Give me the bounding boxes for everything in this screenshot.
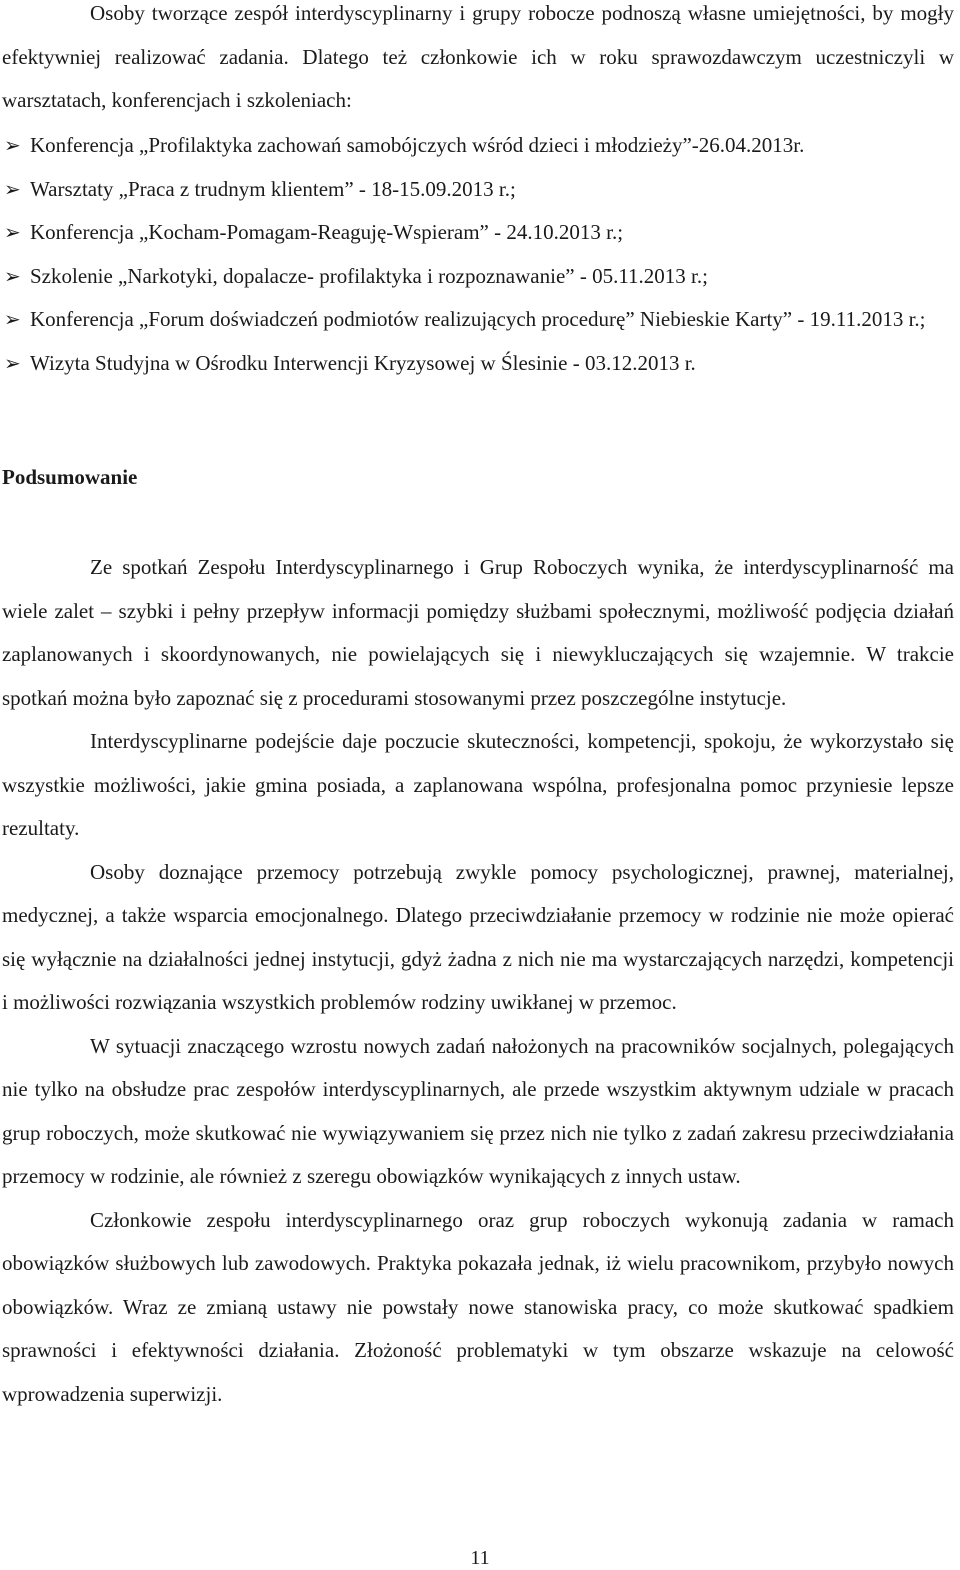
summary-paragraph: Osoby doznające przemocy potrzebują zwykle pomocy psychologicznej, prawnej, materialnej, medycznej, a także wsparcia emocjonalnego. Dlatego przeciwdziałanie przemocy w rodzinie nie może opierać się wyłącznie na działalności jednej instytucji, gdyż żadna z nich nie ma wystarczających narzędzi, kompetencji i możliwości rozwiązania wszystkich problemów rodziny uwikłanej w przemoc. <box>2 859 954 1014</box>
summary-paragraph: Ze spotkań Zespołu Interdyscyplinarnego i Grup Roboczych wynika, że interdyscyplinarność ma wiele zalet – szybki i pełny przepływ informacji pomiędzy służbami społecznymi, możliwość podjęcia działań zaplanowanych i skoordynowanych, nie powielających się i niewykluczających się wzajemnie. W trakcie spotkań można było zapoznać się z procedurami stosowanymi przez poszczególne instytucje. <box>2 555 954 710</box>
event-text: Konferencja „Profilaktyka zachowań samobójczych wśród dzieci i młodzieży”-26.04.2013r. <box>30 133 805 157</box>
arrow-bullet-icon: ➢ <box>4 263 21 288</box>
list-item <box>0 124 956 168</box>
summary-paragraph: Interdyscyplinarne podejście daje poczucie skuteczności, kompetencji, spokoju, że wykorzystało się wszystkie możliwości, jakie gmina posiada, a zaplanowana wspólna, profesjonalna pomoc przyniesie lepsze rezultaty. <box>2 729 954 840</box>
event-text: Szkolenie „Narkotyki, dopalacze- profilaktyka i rozpoznawanie” - 05.11.2013 r.; <box>30 263 708 288</box>
arrow-bullet-icon: ➢ <box>4 133 21 157</box>
event-text: Warsztaty „Praca z trudnym klientem” - 18-15.09.2013 r.; <box>30 176 516 201</box>
page-number: 11 <box>470 1547 490 1569</box>
list-item <box>0 211 956 255</box>
summary-paragraph: W sytuacji znaczącego wzrostu nowych zadań nałożonych na pracowników socjalnych, polegających nie tylko na obsłudze prac zespołów interdyscyplinarnych, ale przede wszystkim aktywnym udziale w pracach grup roboczych, może skutkować nie wywiązywaniem się przez nich nie tylko z zadań zakresu przeciwdziałania przemocy w rodzinie, ale również z szeregu obowiązków wynikających z innych ustaw. <box>2 1033 954 1188</box>
summary-paragraph: Członkowie zespołu interdyscyplinarnego oraz grup roboczych wykonują zadania w ramach obowiązków służbowych lub zawodowych. Praktyka pokazała jednak, iż wielu pracownikom, przybyło nowych obowiązków. Wraz ze zmianą ustawy nie powstały nowe stanowiska pracy, co może skutkować spadkiem sprawności i efektywności działania. Złożoność problematyki w tym obszarze wskazuje na celowość wprowadzenia superwizji. <box>2 1207 954 1406</box>
list-item <box>0 342 956 386</box>
intro-paragraph: Osoby tworzące zespół interdyscyplinarny i grupy robocze podnoszą własne umiejętności, by mogły efektywniej realizować zadania. Dlatego też członkowie ich w roku sprawozdawczym uczestniczyli w warsztatach, konferencjach i szkoleniach: <box>2 1 954 112</box>
event-text: Konferencja „Kocham-Pomagam-Reaguję-Wspieram” - 24.10.2013 r.; <box>30 220 624 244</box>
list-item <box>0 298 956 342</box>
arrow-bullet-icon: ➢ <box>4 176 21 201</box>
arrow-bullet-icon: ➢ <box>4 220 21 244</box>
event-text: Wizyta Studyjna w Ośrodku Interwencji Kryzysowej w Ślesinie - 03.12.2013 r. <box>30 350 696 375</box>
event-text: Konferencja „Forum doświadczeń podmiotów realizujących procedurę” Niebieskie Karty” - 19.11.2013 r.; <box>30 307 926 331</box>
summary-body <box>2 546 956 1416</box>
list-item <box>0 255 956 299</box>
events-list <box>0 124 956 385</box>
arrow-bullet-icon: ➢ <box>4 307 21 331</box>
list-item <box>0 168 956 212</box>
section-heading: Podsumowanie <box>2 465 138 489</box>
arrow-bullet-icon: ➢ <box>4 350 21 375</box>
